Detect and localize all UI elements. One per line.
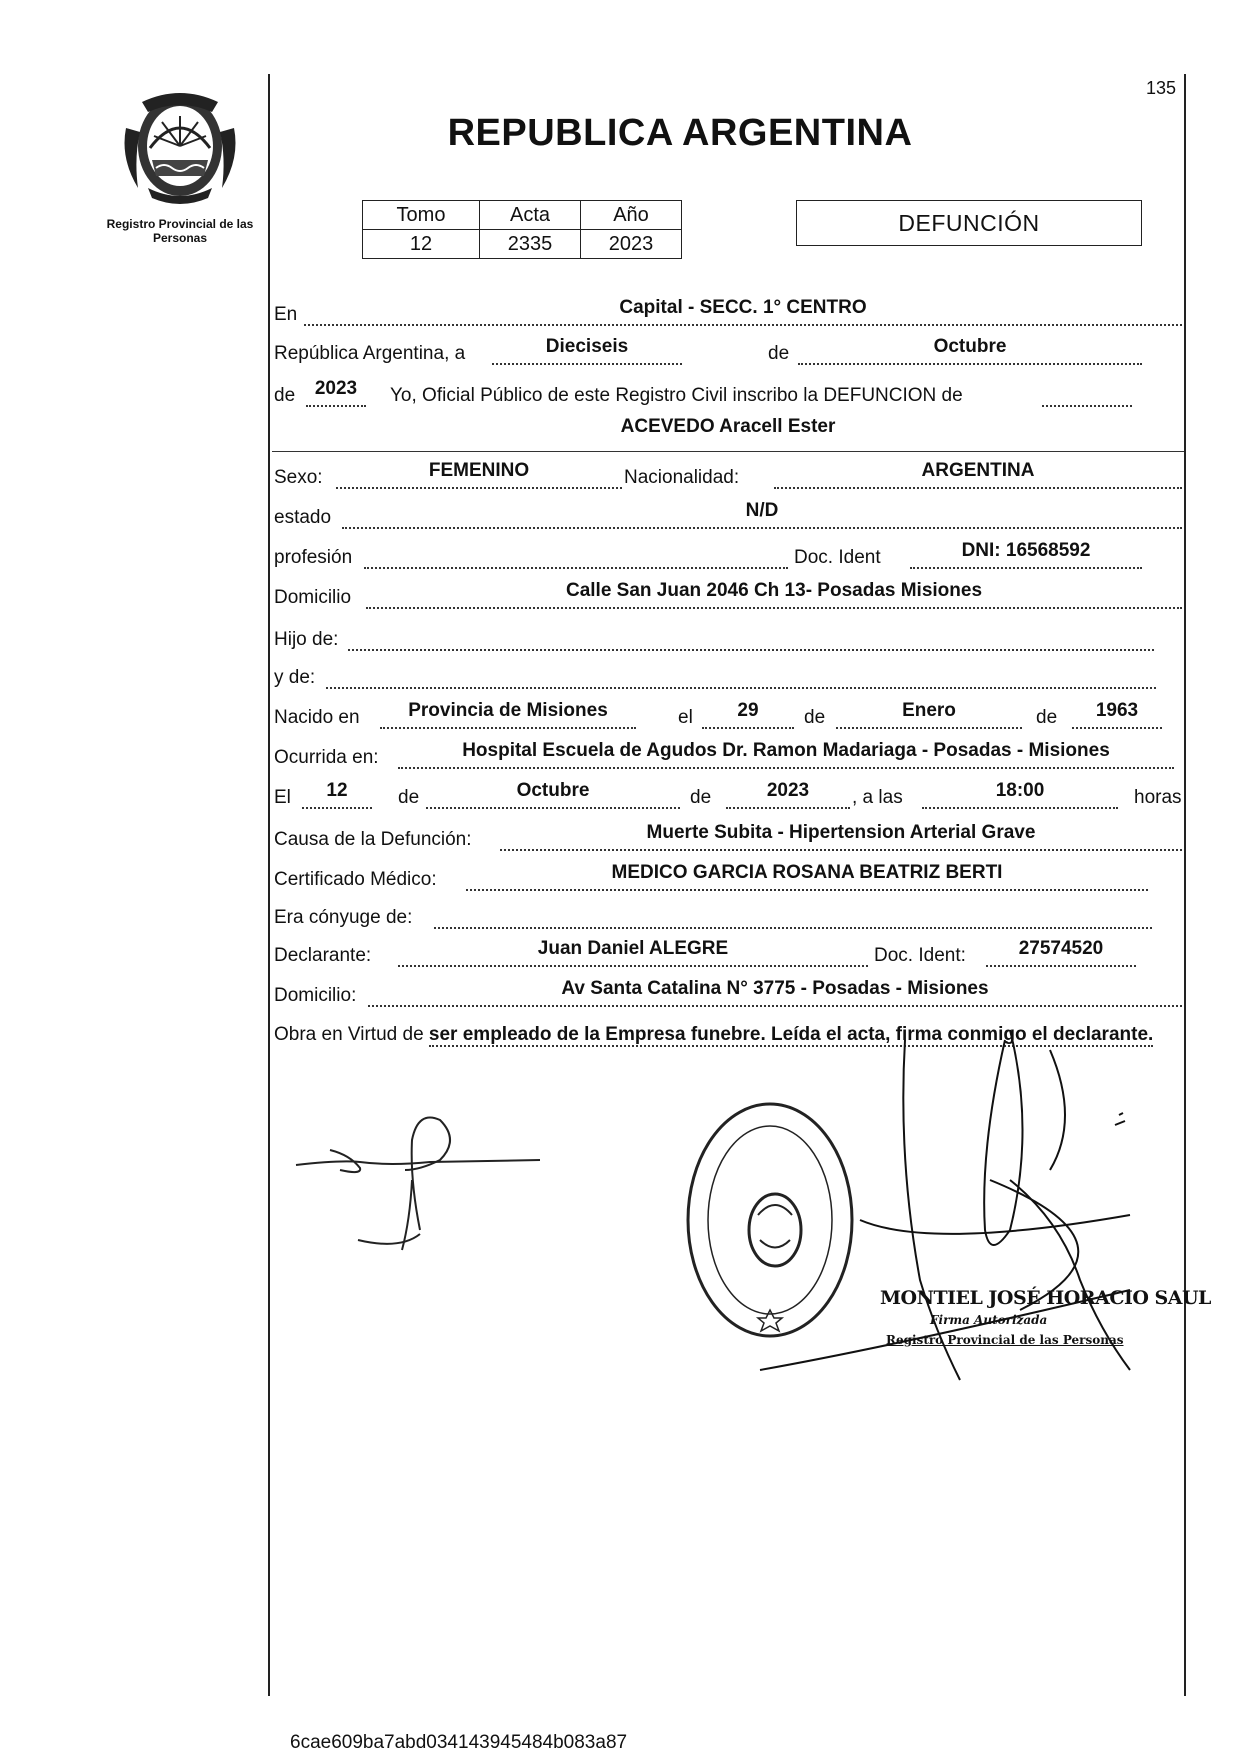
death-year-value: 2023: [726, 779, 850, 809]
en-label: En: [274, 304, 298, 325]
y-de-label: y de:: [274, 667, 316, 688]
sexo-value: FEMENINO: [336, 459, 622, 489]
ocurrida-value: Hospital Escuela de Agudos Dr. Ramon Madariaga - Posadas - Misiones: [398, 739, 1174, 769]
nacionalidad-value: ARGENTINA: [774, 459, 1182, 489]
el-cap-label: El: [274, 787, 291, 808]
birth-year-value: 1963: [1072, 699, 1162, 729]
intro-blank: [1042, 377, 1132, 407]
y-de-value: [326, 659, 1156, 689]
tomo-header: Tomo: [363, 201, 480, 230]
ocurrida-label: Ocurrida en:: [274, 747, 379, 768]
certificado-label: Certificado Médico:: [274, 869, 437, 890]
domicilio-value: Calle San Juan 2046 Ch 13- Posadas Misiones: [366, 579, 1182, 609]
anio-header: Año: [581, 201, 682, 230]
doc-ident-label: Doc. Ident: [794, 547, 881, 568]
estado-label: estado: [274, 507, 332, 528]
signatory-name-stamp: MONTIEL JOSÉ HORACIO SAUL: [880, 1287, 1211, 1309]
horas-label: horas: [1134, 787, 1182, 808]
register-value-row: [363, 230, 682, 259]
conyuge-value: [434, 899, 1152, 929]
declarante-doc-value: 27574520: [986, 937, 1136, 967]
birth-month-value: Enero: [836, 699, 1022, 729]
death-time-value: 18:00: [922, 779, 1118, 809]
tomo-value: 12: [363, 230, 480, 259]
profesion-value: [364, 539, 788, 569]
de-death-month-label: de: [398, 787, 420, 808]
month-value: Octubre: [798, 335, 1142, 365]
page-number: 135: [1146, 78, 1177, 98]
obra-label: Obra en Virtud de: [274, 1024, 424, 1045]
domicilio2-label: Domicilio:: [274, 985, 357, 1006]
page-title: REPUBLICA ARGENTINA: [447, 112, 913, 154]
de-year-label: de: [274, 385, 296, 406]
de-label: de: [768, 343, 790, 364]
republica-label: República Argentina, a: [274, 343, 466, 364]
conyuge-label: Era cónyuge de:: [274, 907, 413, 928]
de-birth-year-label: de: [1036, 707, 1058, 728]
declarant-signature: [296, 1118, 540, 1251]
en-value: Capital - SECC. 1° CENTRO: [304, 296, 1182, 326]
hijo-label: Hijo de:: [274, 629, 339, 650]
death-day-value: 12: [302, 779, 372, 809]
obra-paragraph: [274, 1020, 1186, 1050]
official-seal: [688, 1104, 852, 1336]
document-hash: 6cae609ba7abd034143945484b083a87: [290, 1732, 628, 1753]
profesion-label: profesión: [274, 547, 353, 568]
nacido-en-value: Provincia de Misiones: [380, 699, 636, 729]
anio-value: 2023: [581, 230, 682, 259]
acta-header: Acta: [480, 201, 581, 230]
register-header-row: [363, 201, 682, 230]
declarante-value: Juan Daniel ALEGRE: [398, 937, 868, 967]
signatory-registry: Registro Provincial de las Personas: [886, 1333, 1124, 1347]
de-death-year-label: de: [690, 787, 712, 808]
causa-value: Muerte Subita - Hipertension Arterial Grave: [500, 821, 1182, 851]
intro-text: Yo, Oficial Público de este Registro Civil inscribo la DEFUNCION de: [390, 385, 963, 406]
doc-ident2-label: Doc. Ident:: [874, 945, 966, 966]
year-value: 2023: [306, 377, 366, 407]
hijo-value: [348, 621, 1154, 651]
obra-value: ser empleado de la Empresa funebre. Leída el acta, firma conmigo el declarante.: [428, 1024, 1154, 1045]
de-birth-month-label: de: [804, 707, 826, 728]
signatory-role: Firma Autorizada: [930, 1313, 1048, 1327]
nacido-label: Nacido en: [274, 707, 360, 728]
el-label: el: [678, 707, 693, 728]
birth-day-value: 29: [702, 699, 794, 729]
provincial-emblem: [120, 88, 240, 206]
official-signature: [760, 1030, 1130, 1380]
death-month-value: Octubre: [426, 779, 680, 809]
declarante-label: Declarante:: [274, 945, 372, 966]
register-table: [362, 200, 682, 259]
nacionalidad-label: Nacionalidad:: [624, 467, 740, 488]
document-type-box: DEFUNCIÓN: [796, 200, 1142, 246]
registry-caption: Registro Provincial de las Personas: [106, 217, 254, 245]
sexo-label: Sexo:: [274, 467, 323, 488]
name-separator: [272, 451, 1184, 452]
deceased-name: ACEVEDO Aracell Ester: [620, 416, 836, 437]
a-las-label: , a las: [852, 787, 903, 808]
right-margin-line: [1184, 74, 1186, 1696]
domicilio-label: Domicilio: [274, 587, 352, 608]
causa-label: Causa de la Defunción:: [274, 829, 472, 850]
certificado-value: MEDICO GARCIA ROSANA BEATRIZ BERTI: [466, 861, 1148, 891]
doc-ident-value: DNI: 16568592: [910, 539, 1142, 569]
left-margin-line: [268, 74, 270, 1696]
declarante-domicilio-value: Av Santa Catalina N° 3775 - Posadas - Misiones: [368, 977, 1182, 1007]
estado-value: N/D: [342, 499, 1182, 529]
day-words-value: Dieciseis: [492, 335, 682, 365]
acta-value: 2335: [480, 230, 581, 259]
